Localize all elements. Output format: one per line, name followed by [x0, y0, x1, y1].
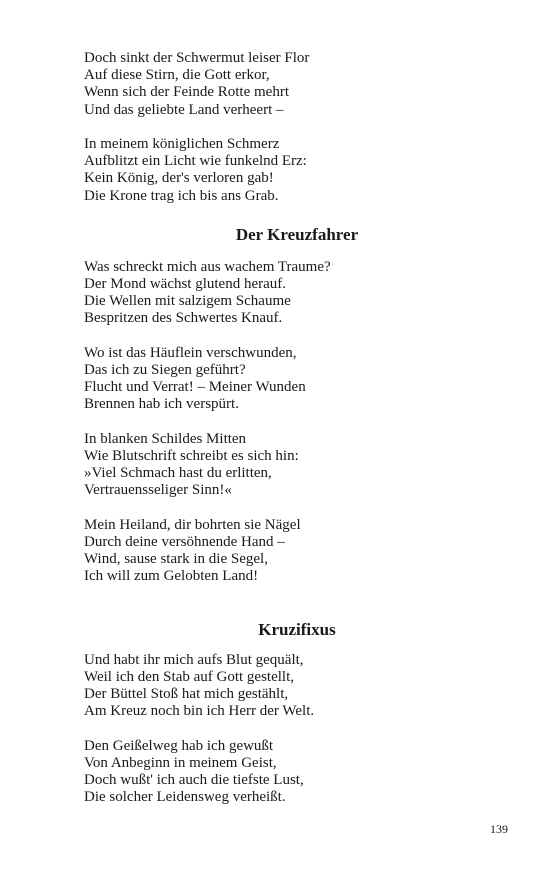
verse-line: Doch sinkt der Schwermut leiser Flor: [84, 50, 310, 66]
verse-line: Die solcher Leidensweg verheißt.: [84, 789, 286, 806]
verse-line: Wie Blutschrift schreibt es sich hin:: [84, 448, 299, 465]
verse-line: Flucht und Verrat! – Meiner Wunden: [84, 379, 306, 396]
page-number: 139: [490, 822, 508, 836]
verse-line: Durch deine versöhnende Hand –: [84, 534, 285, 551]
verse-line: Den Geißelweg hab ich gewußt: [84, 737, 274, 754]
poem-title: Kruzifixus: [258, 619, 336, 639]
verse-line: In blanken Schildes Mitten: [84, 430, 247, 447]
verse-line: Weil ich den Stab auf Gott gestellt,: [84, 668, 294, 685]
verse-line: Die Wellen mit salzigem Schaume: [84, 293, 291, 310]
stanza: [84, 738, 504, 807]
stanza: [84, 345, 504, 414]
verse-line: Doch wußt' ich auch die tiefste Lust,: [84, 772, 304, 789]
verse-line: Aufblitzt ein Licht wie funkelnd Erz:: [84, 153, 307, 170]
intro-poem: [84, 50, 504, 205]
verse-line: Von Anbeginn in meinem Geist,: [84, 754, 277, 771]
verse-line: Der Büttel Stoß hat mich gestählt,: [84, 686, 289, 703]
page-body: [84, 50, 504, 806]
poem-kruzifixus: [84, 652, 504, 807]
verse-line: Und habt ihr mich aufs Blut gequält,: [84, 651, 304, 668]
stanza: [84, 652, 504, 721]
stanza: [84, 50, 504, 119]
poem-der-kreuzfahrer: [84, 259, 504, 586]
verse-line: Am Kreuz noch bin ich Herr der Welt.: [84, 703, 315, 720]
verse-line: Und das geliebte Land verheert –: [84, 101, 284, 118]
verse-line: Wenn sich der Feinde Rotte mehrt: [84, 84, 289, 101]
verse-line: Das ich zu Siegen geführt?: [84, 362, 246, 379]
verse-line: Wind, sause stark in die Segel,: [84, 551, 268, 568]
stanza: [84, 431, 504, 500]
verse-line: Wo ist das Häuflein verschwunden,: [84, 344, 297, 361]
verse-line: Ich will zum Gelobten Land!: [84, 568, 259, 585]
verse-line: Was schreckt mich aus wachem Traume?: [84, 258, 331, 275]
verse-line: Bespritzen des Schwertes Knauf.: [84, 310, 283, 327]
stanza: [84, 259, 504, 328]
verse-line: Die Krone trag ich bis ans Grab.: [84, 187, 279, 204]
verse-line: Vertrauensseliger Sinn!«: [84, 482, 232, 499]
verse-line: Brennen hab ich verspürt.: [84, 396, 239, 413]
verse-line: Kein König, der's verloren gab!: [84, 170, 274, 187]
poem-title: Der Kreuzfahrer: [235, 224, 359, 244]
verse-line: Auf diese Stirn, die Gott erkor,: [84, 67, 270, 84]
verse-line: Mein Heiland, dir bohrten sie Nägel: [84, 516, 301, 533]
verse-line: »Viel Schmach hast du erlitten,: [84, 465, 272, 482]
stanza: [84, 136, 504, 205]
verse-line: In meinem königlichen Schmerz: [84, 136, 280, 152]
stanza: [84, 517, 504, 586]
verse-line: Der Mond wächst glutend herauf.: [84, 276, 287, 293]
